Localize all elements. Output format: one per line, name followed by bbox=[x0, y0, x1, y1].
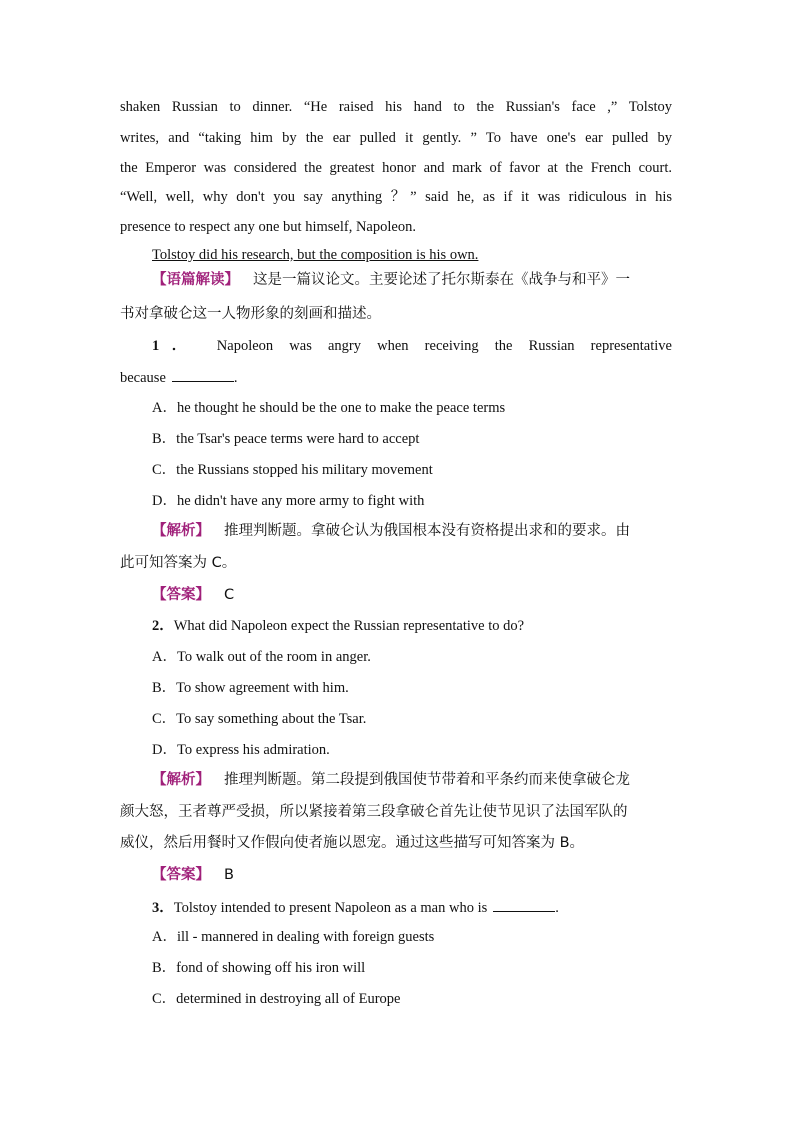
q3-option-a: A．ill - mannered in dealing with foreign guests bbox=[152, 929, 435, 945]
q1-analysis-text-1: 推理判断题。拿破仑认为俄国根本没有资格提出求和的要求。由 bbox=[224, 523, 630, 539]
q1-stem-line-1 bbox=[152, 336, 672, 356]
passage-underlined-line: Tolstoy did his research, but the composition is his own. bbox=[152, 247, 479, 263]
q2-option-a: A．To walk out of the room in anger. bbox=[152, 649, 371, 665]
q1-number: 1． bbox=[152, 338, 199, 354]
q1-answer-blank bbox=[172, 367, 234, 382]
q1-stem-line-2 bbox=[120, 367, 672, 388]
q2-option-d: D．To express his admiration. bbox=[152, 742, 330, 758]
interpretation-text-2: 书对拿破仑这一人物形象的刻画和描述。 bbox=[120, 306, 381, 322]
q2-stem-text: What did Napoleon expect the Russian representative to do? bbox=[173, 618, 525, 634]
q3-number: 3． bbox=[152, 900, 174, 916]
q1-stem-because: because bbox=[120, 370, 166, 386]
q1-option-d: D．he didn't have any more army to fight with bbox=[152, 493, 425, 509]
q1-option-b: B．the Tsar's peace terms were hard to accept bbox=[152, 431, 420, 447]
q1-analysis-text-2: 此可知答案为 C。 bbox=[120, 555, 237, 571]
passage-line: “Well, well, why don't you say anything ？” said he, as if it was ridiculous in his bbox=[120, 189, 672, 205]
q1-answer-line bbox=[152, 585, 672, 605]
q2-analysis-text-1: 推理判断题。第二段提到俄国使节带着和平条约而来使拿破仑龙 bbox=[224, 772, 630, 788]
passage-line: writes, and “taking him by the ear pulled it gently. ” To have one's ear pulled by bbox=[120, 130, 672, 146]
q2-option-c: C．To say something about the Tsar. bbox=[152, 711, 367, 727]
q1-option-a: A．he thought he should be the one to make the peace terms bbox=[152, 400, 506, 416]
q1-stem-end: . bbox=[233, 370, 238, 386]
interpretation-line-1 bbox=[152, 270, 672, 290]
q1-answer: C bbox=[224, 587, 235, 603]
passage-line: shaken Russian to dinner. “He raised his hand to the Russian's face ,” Tolstoy bbox=[120, 99, 672, 115]
q2-stem-line bbox=[152, 616, 672, 636]
q1-answer-tag: 【答案】 bbox=[152, 587, 210, 603]
q1-analysis-tag: 【解析】 bbox=[152, 523, 210, 539]
q2-number: 2． bbox=[152, 618, 174, 634]
q2-answer-tag: 【答案】 bbox=[152, 867, 210, 883]
q2-analysis-line-1 bbox=[152, 770, 672, 790]
q1-stem-text: Napoleon was angry when receiving the Russian representative bbox=[216, 338, 672, 354]
q3-option-b: B．fond of showing off his iron will bbox=[152, 960, 366, 976]
q3-answer-blank bbox=[493, 897, 555, 912]
q1-analysis-line-1 bbox=[152, 521, 672, 541]
q1-option-c: C．the Russians stopped his military movement bbox=[152, 462, 433, 478]
interpretation-text-1: 这是一篇议论文。主要论述了托尔斯泰在《战争与和平》一 bbox=[253, 272, 630, 288]
q3-stem-end: . bbox=[555, 900, 559, 916]
q2-answer-line bbox=[152, 865, 672, 885]
q3-stem-text: Tolstoy intended to present Napoleon as a man who is bbox=[173, 900, 488, 916]
q2-option-b: B．To show agreement with him. bbox=[152, 680, 349, 696]
q3-stem-line bbox=[152, 897, 672, 918]
q2-analysis-tag: 【解析】 bbox=[152, 772, 210, 788]
q3-option-c: C．determined in destroying all of Europe bbox=[152, 991, 401, 1007]
interpretation-tag: 【语篇解读】 bbox=[152, 272, 239, 288]
q2-analysis-text-3: 威仪，然后用餐时又作假向使者施以恩宠。通过这些描写可知答案为 B。 bbox=[120, 835, 585, 851]
q2-analysis-text-2: 颜大怒，王者尊严受损，所以紧接着第三段拿破仑首先让使节见识了法国军队的 bbox=[120, 804, 628, 820]
passage-line: the Emperor was considered the greatest honor and mark of favor at the French court. bbox=[120, 160, 672, 176]
q2-answer: B bbox=[224, 867, 234, 883]
passage-line: presence to respect any one but himself, Napoleon. bbox=[120, 219, 416, 235]
